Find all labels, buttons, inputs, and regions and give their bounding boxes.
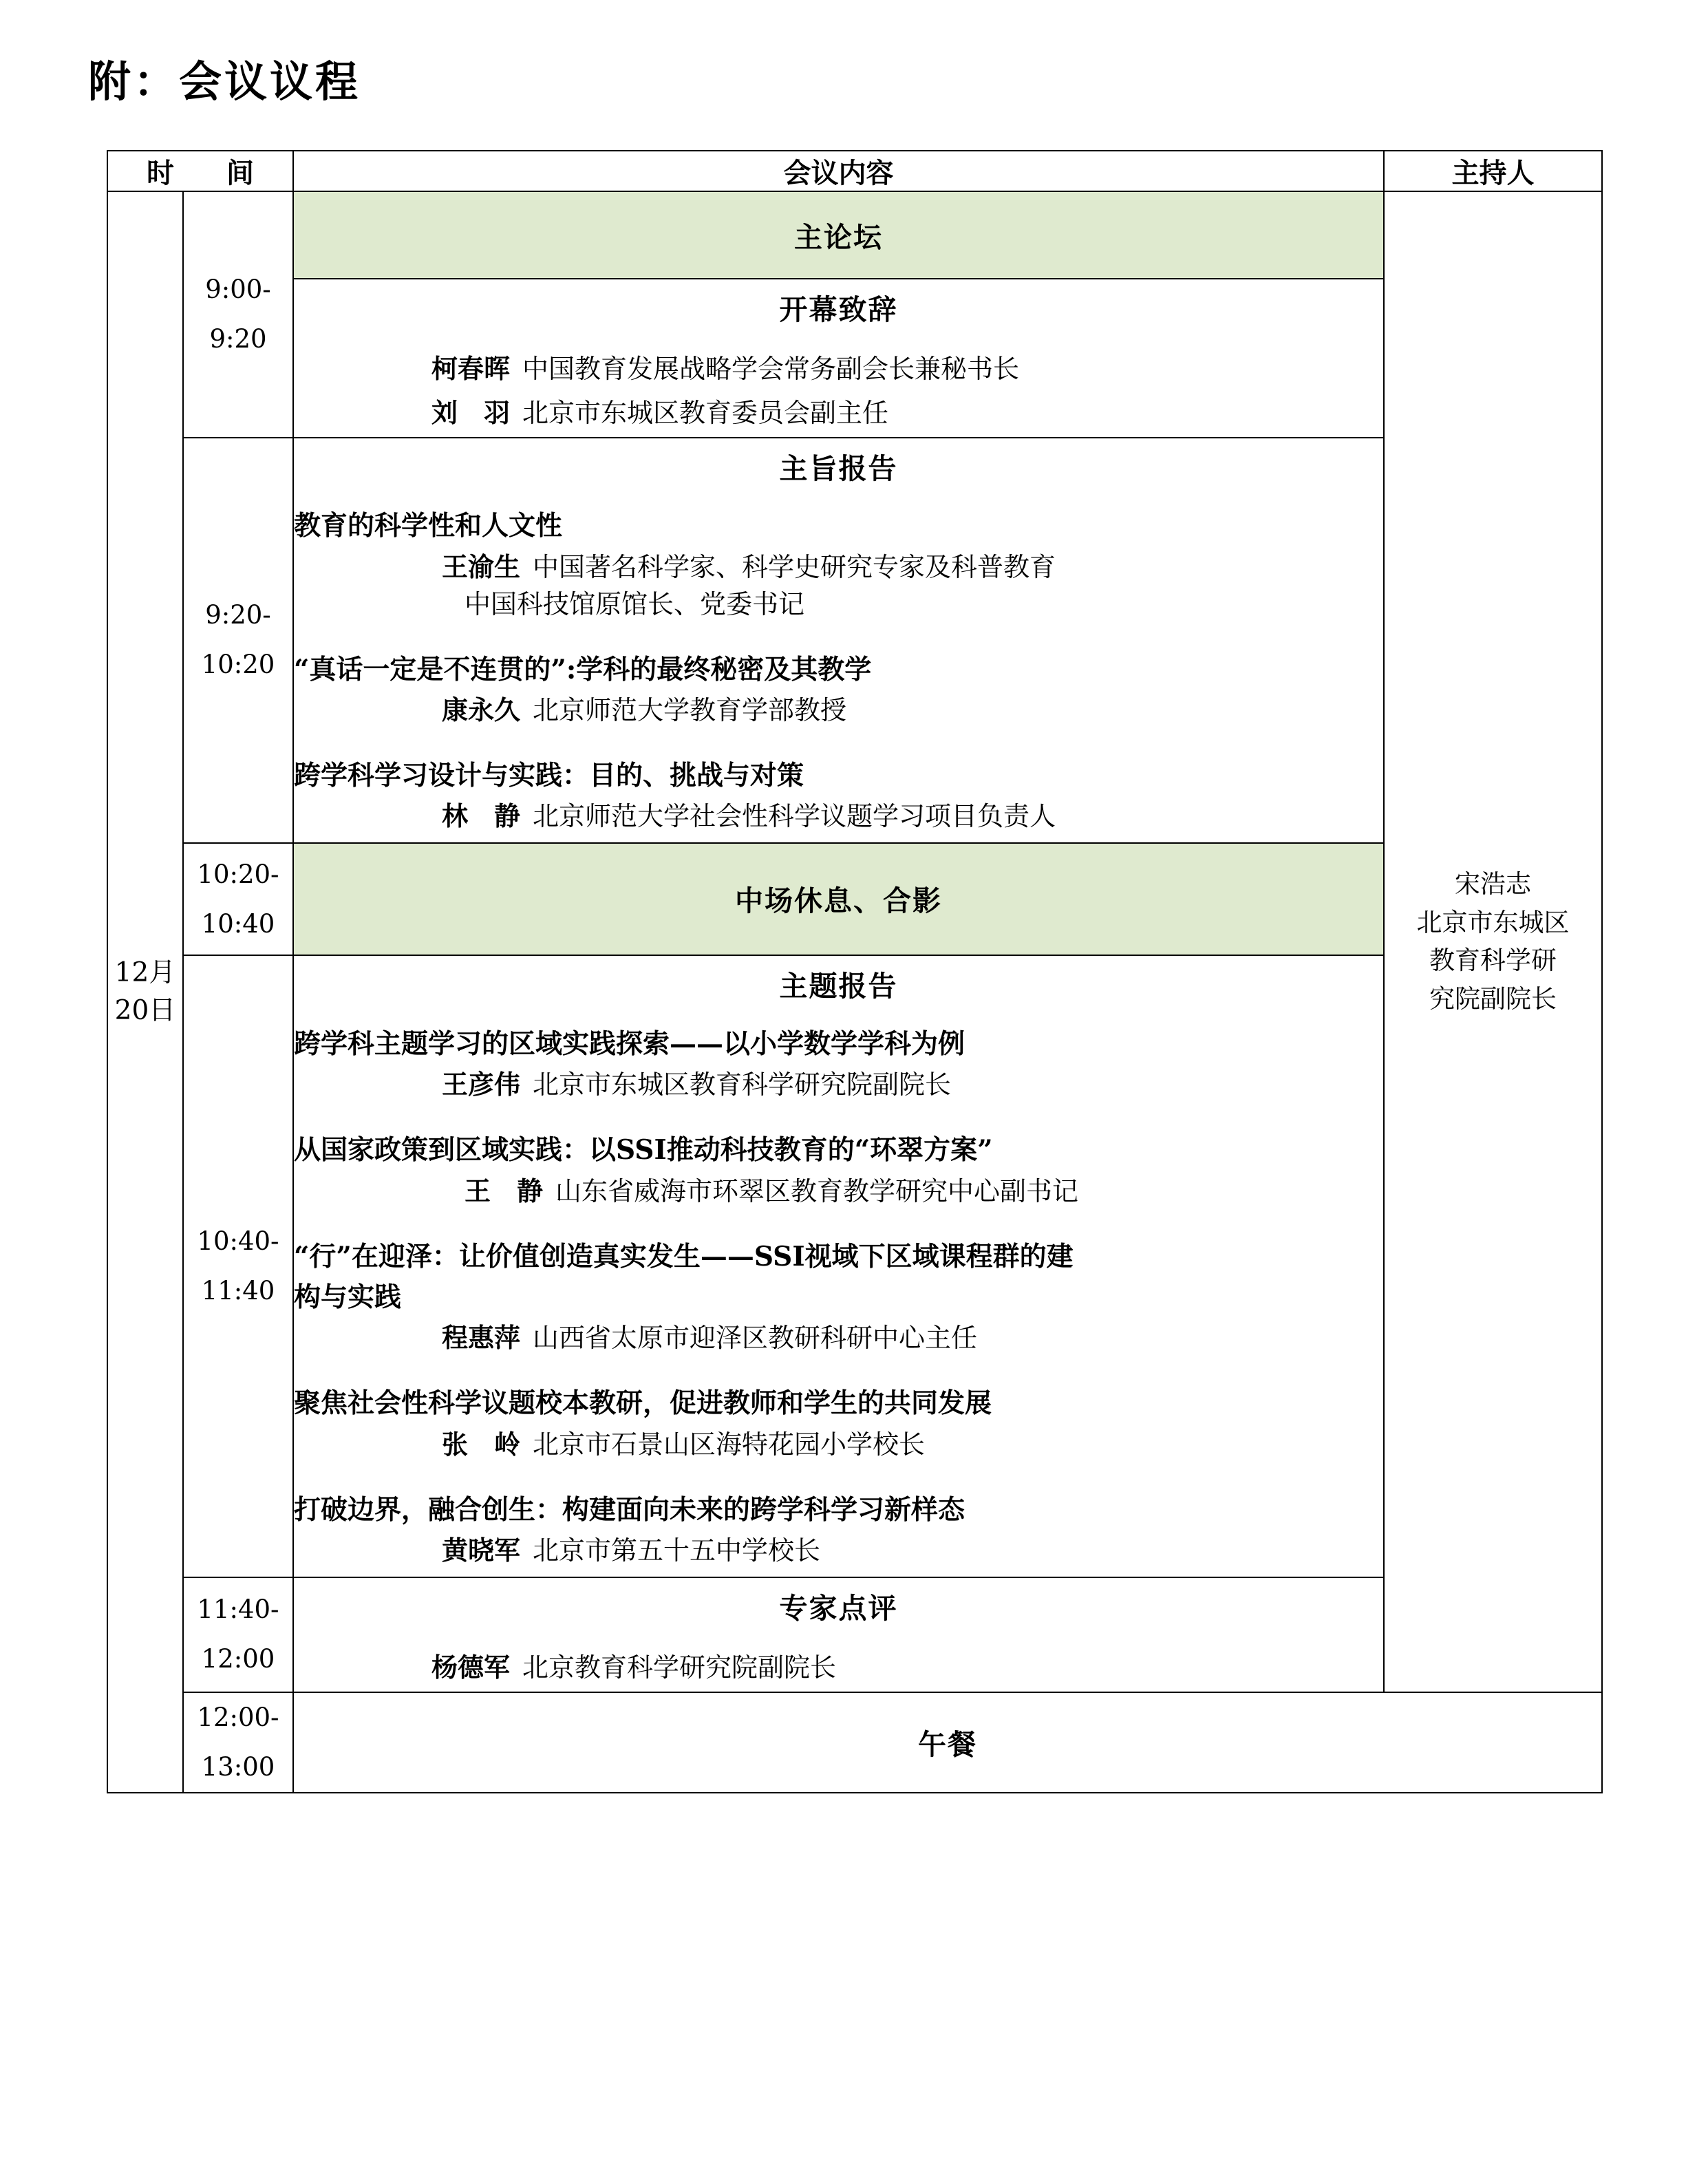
agenda-table — [107, 150, 1603, 1793]
break-banner: 中场休息、合影 — [293, 843, 1384, 955]
speaker-name: 王渝生 — [442, 551, 521, 582]
theme-item-3 — [294, 1238, 1383, 1358]
theme-heading: 主题报告 — [779, 970, 898, 1003]
speaker-name: 康永久 — [442, 694, 521, 725]
speaker-name: 刘 羽 — [431, 396, 511, 428]
time-start: 10:20- — [197, 859, 279, 889]
session-speaker — [294, 1319, 1383, 1357]
date-line-month: 12月 — [114, 957, 176, 989]
opening-content-cell — [293, 279, 1384, 438]
keynote-item-2 — [294, 651, 1383, 729]
time-end: 9:20 — [209, 323, 267, 354]
time-cell-review — [183, 1577, 293, 1692]
session-title: 教育的科学性和人文性 — [294, 510, 563, 542]
time-end: 10:20 — [201, 650, 275, 680]
session-title: “真话一定是不连贯的”:学科的最终秘密及其教学 — [294, 653, 872, 685]
host-affiliation-line-3: 究院副院长 — [1429, 983, 1557, 1014]
speaker-name: 张 岭 — [442, 1428, 521, 1460]
date-cell — [107, 191, 183, 1793]
speaker-affiliation: 山东省威海市环翠区教育教学研究中心副书记 — [555, 1175, 1079, 1206]
table-row-review — [107, 1577, 1602, 1692]
table-row-break — [107, 843, 1602, 955]
table-row-opening — [107, 279, 1602, 438]
time-start: 9:20- — [205, 600, 271, 630]
host-affiliation-line-2: 教育科学研 — [1429, 946, 1557, 976]
time-start: 10:40- — [197, 1226, 279, 1256]
table-header-row — [107, 151, 1602, 191]
time-cell-keynote — [183, 438, 293, 844]
keynote-content-cell — [293, 438, 1384, 844]
table-row-theme — [107, 955, 1602, 1577]
host-name: 宋浩志 — [1455, 869, 1531, 899]
time-end: 11:40 — [201, 1276, 275, 1306]
speaker-affiliation: 北京市第五十五中学校长 — [533, 1535, 821, 1566]
column-header-host: 主持人 — [1384, 151, 1602, 191]
time-start: 12:00- — [197, 1702, 279, 1732]
theme-item-4 — [294, 1385, 1383, 1463]
session-title: 跨学科学习设计与实践：目的、挑战与对策 — [294, 759, 804, 791]
speaker-affiliation: 山西省太原市迎泽区教研科研中心主任 — [533, 1323, 978, 1354]
speaker-affiliation: 北京市东城区教育委员会副主任 — [522, 397, 889, 428]
review-speaker — [294, 1648, 1383, 1687]
lunch-label: 午餐 — [293, 1692, 1602, 1793]
session-speaker — [294, 1173, 1383, 1211]
speaker-affiliation: 中国教育发展战略学会常务副会长兼秘书长 — [522, 353, 1020, 384]
session-speaker — [294, 1532, 1383, 1570]
page-title: 附：会议议程 — [88, 56, 361, 107]
speaker-affiliation: 北京教育科学研究院副院长 — [522, 1652, 837, 1683]
opening-speaker-2 — [294, 393, 1383, 433]
session-title: 跨学科主题学习的区域实践探索——以小学数学学科为例 — [294, 1027, 965, 1060]
session-title: 聚焦社会性科学议题校本教研，促进教师和学生的共同发展 — [294, 1387, 992, 1420]
keynote-heading: 主旨报告 — [779, 451, 898, 485]
opening-heading: 开幕致辞 — [779, 293, 898, 326]
speaker-affiliation: 北京市东城区教育科学研究院副院长 — [533, 1069, 952, 1100]
session-title: “行”在迎泽：让价值创造真实发生——SSI视域下区域课程群的建 — [294, 1240, 1074, 1272]
time-start: 9:00- — [205, 274, 271, 304]
speaker-affiliation-continued: 中国科技馆原馆长、党委书记 — [465, 588, 805, 619]
keynote-item-3 — [294, 757, 1383, 835]
session-speaker — [294, 1066, 1383, 1104]
theme-item-2 — [294, 1131, 1383, 1210]
session-speaker — [294, 548, 1383, 586]
speaker-name: 王 静 — [465, 1175, 544, 1206]
session-speaker — [294, 692, 1383, 729]
session-title-continued: 构与实践 — [294, 1281, 402, 1313]
speaker-name: 王彦伟 — [442, 1069, 521, 1100]
speaker-affiliation: 北京市石景山区海特花园小学校长 — [533, 1429, 926, 1460]
table-row-lunch — [107, 1692, 1602, 1793]
review-content-cell — [293, 1577, 1384, 1692]
opening-speaker-1 — [294, 349, 1383, 389]
table-row-forum-banner — [107, 191, 1602, 279]
forum-banner: 主论坛 — [293, 191, 1384, 279]
table-row-keynote — [107, 438, 1602, 844]
speaker-name: 柯春晖 — [431, 352, 511, 384]
session-speaker — [294, 798, 1383, 835]
speaker-affiliation: 中国著名科学家、科学史研究专家及科普教育 — [533, 551, 1056, 582]
speaker-affiliation: 北京师范大学社会性科学议题学习项目负责人 — [533, 801, 1056, 832]
time-end: 13:00 — [201, 1751, 275, 1782]
session-title: 打破边界，融合创生：构建面向未来的跨学科学习新样态 — [294, 1493, 965, 1526]
host-affiliation-line-1: 北京市东城区 — [1416, 907, 1570, 937]
speaker-name: 杨德军 — [431, 1651, 511, 1683]
theme-item-5 — [294, 1491, 1383, 1570]
time-cell-lunch — [183, 1692, 293, 1793]
time-cell-break — [183, 843, 293, 955]
time-end: 12:00 — [201, 1644, 275, 1674]
theme-item-1 — [294, 1025, 1383, 1104]
date-line-day: 20日 — [114, 995, 176, 1027]
keynote-item-1 — [294, 507, 1383, 623]
time-end: 10:40 — [201, 908, 275, 939]
speaker-name: 林 静 — [442, 800, 521, 832]
time-cell-theme — [183, 955, 293, 1577]
speaker-name: 黄晓军 — [442, 1535, 521, 1566]
time-cell-opening — [183, 191, 293, 438]
column-header-time: 时 间 — [107, 151, 293, 191]
session-title: 从国家政策到区域实践：以SSI推动科技教育的“环翠方案” — [294, 1134, 993, 1166]
speaker-affiliation: 北京师范大学教育学部教授 — [533, 695, 847, 725]
theme-content-cell — [293, 955, 1384, 1577]
review-heading: 专家点评 — [779, 1591, 898, 1625]
host-cell — [1384, 191, 1602, 1692]
time-start: 11:40- — [197, 1595, 279, 1625]
session-speaker — [294, 1426, 1383, 1464]
column-header-content: 会议内容 — [293, 151, 1384, 191]
speaker-name: 程惠萍 — [442, 1322, 521, 1354]
